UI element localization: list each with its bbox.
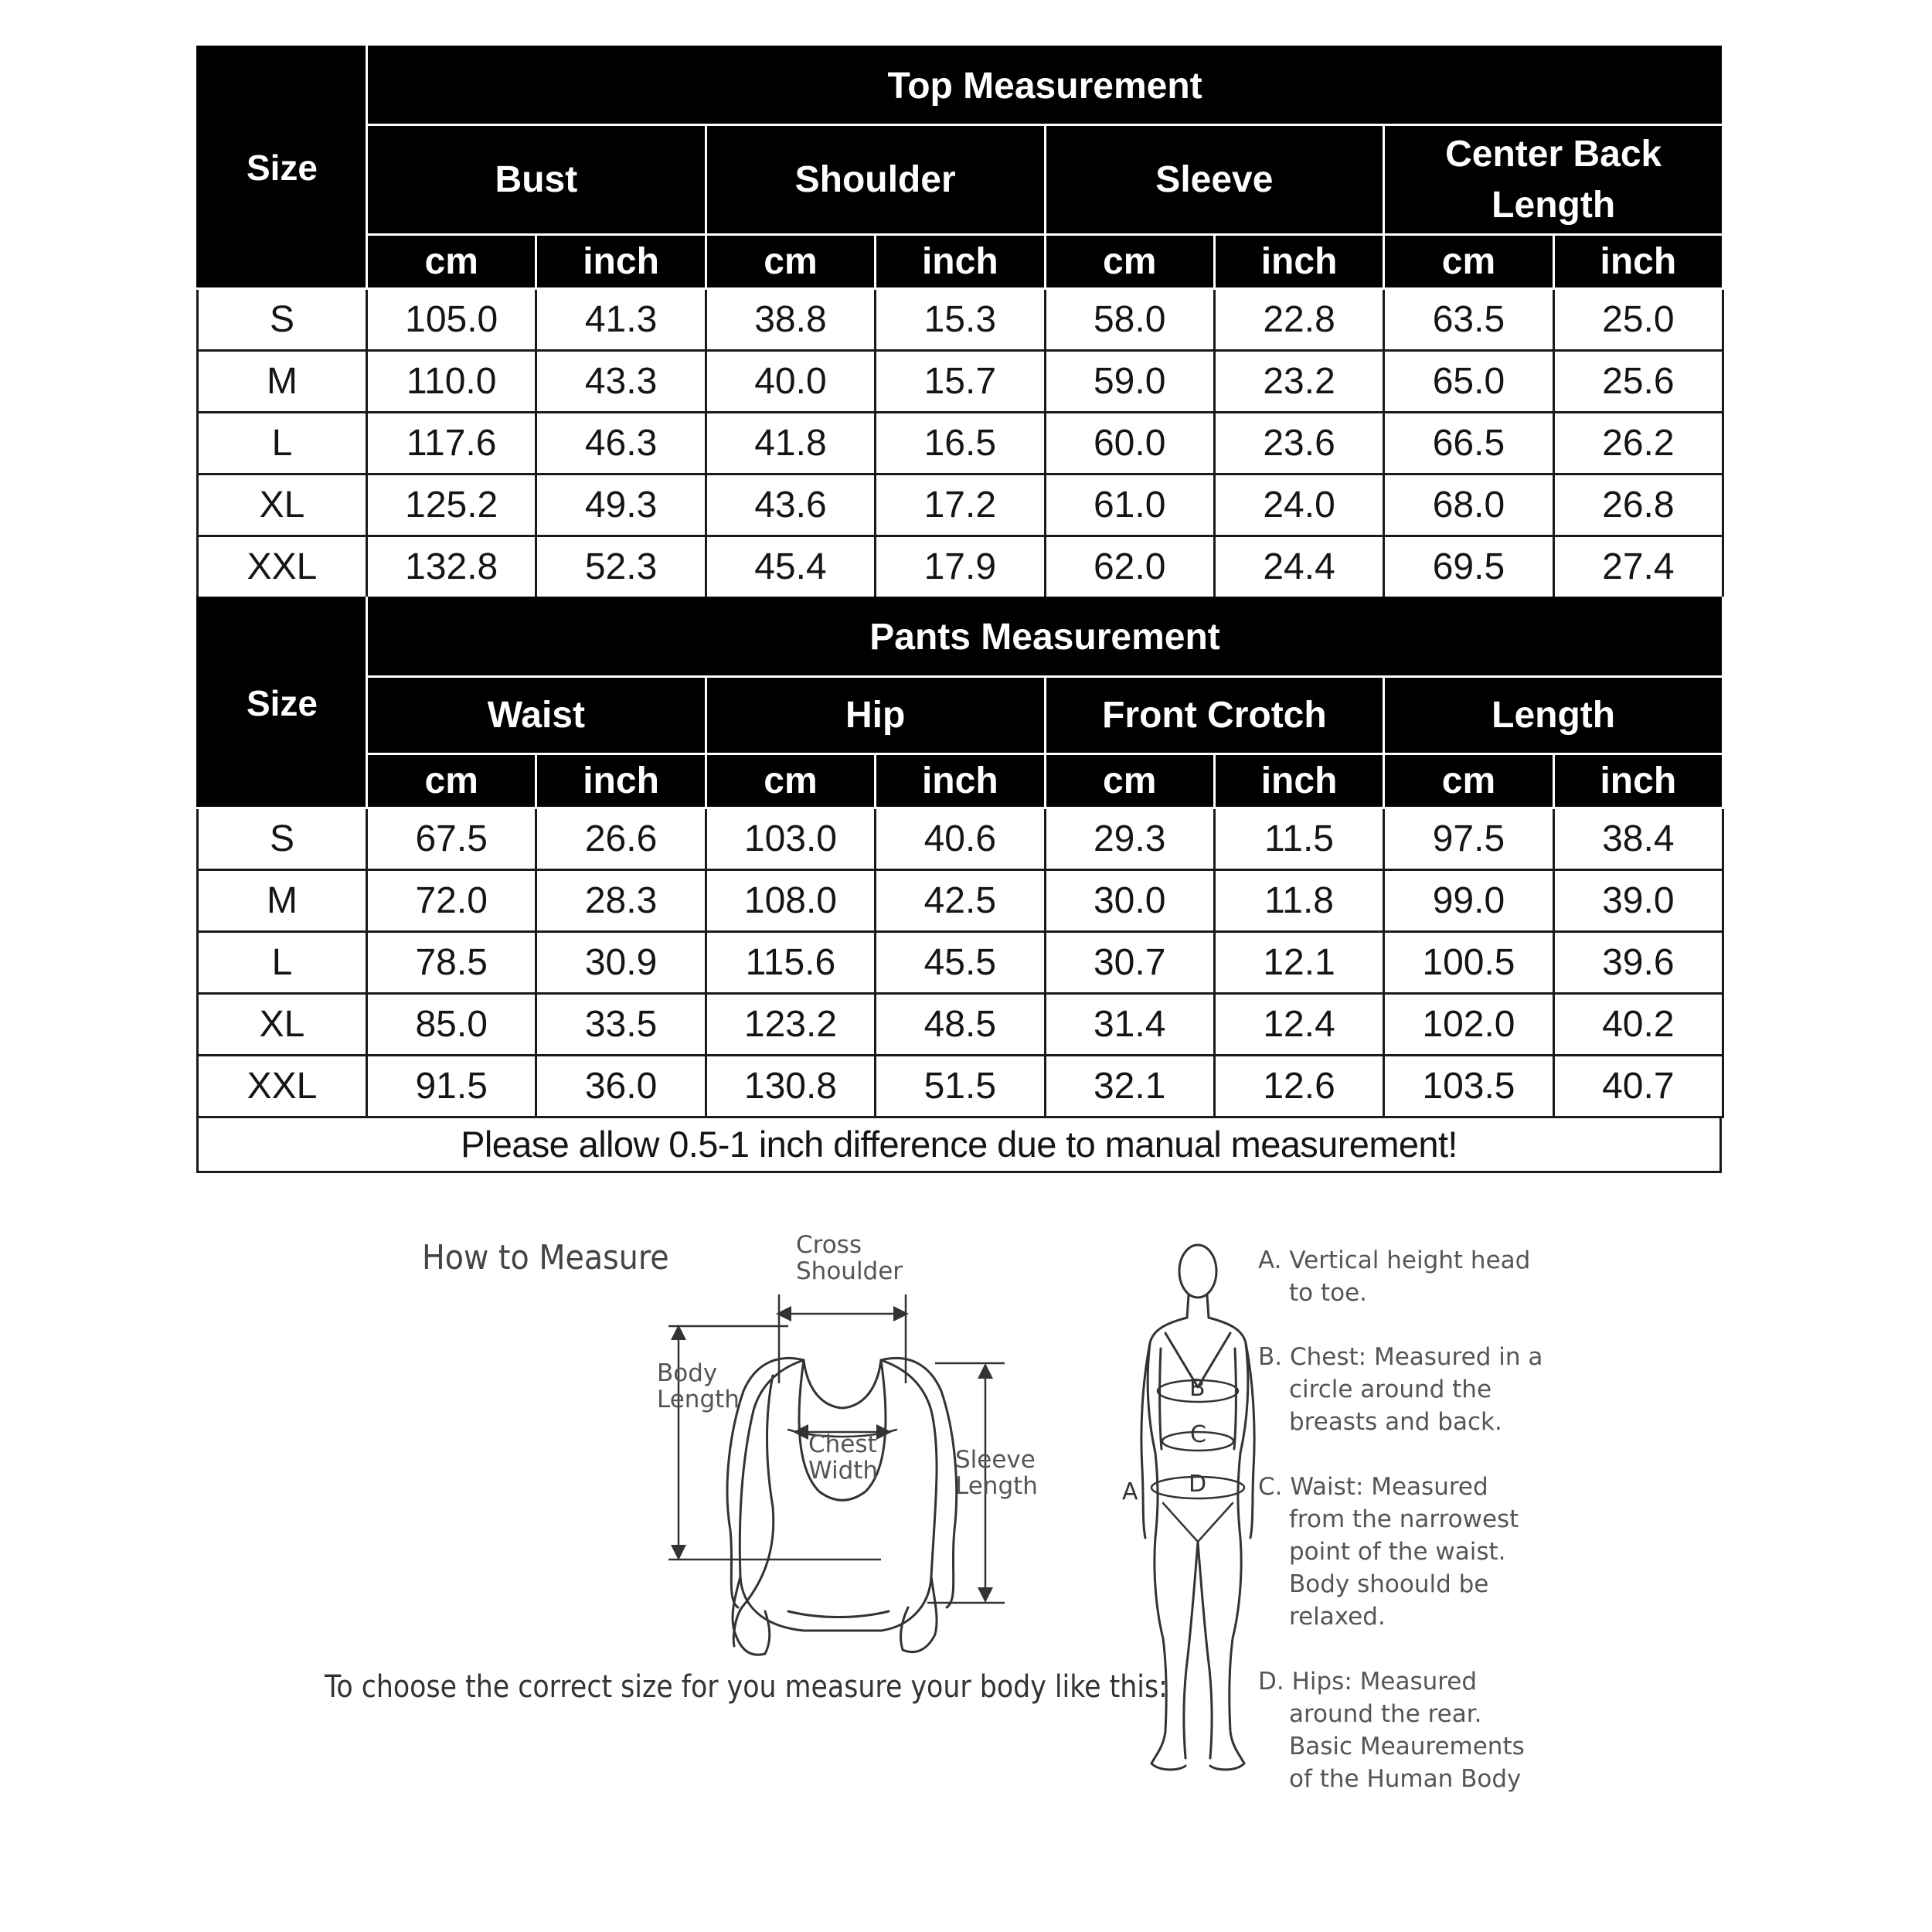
measurement-cell: 32.1 xyxy=(1045,1056,1214,1117)
size-cell: S xyxy=(198,808,367,870)
measurement-cell: 68.0 xyxy=(1384,474,1553,536)
measure-instruction: To choose the correct size for you measure your body like this: xyxy=(325,1669,1168,1705)
measurement-cell: 105.0 xyxy=(367,289,536,351)
measurement-cell: 115.6 xyxy=(706,932,875,994)
measurement-cell: 43.3 xyxy=(536,351,706,413)
unit-header: cm xyxy=(1045,235,1214,289)
legend-line: to toe. xyxy=(1289,1279,1368,1307)
body-markers xyxy=(1122,1375,1206,1505)
size-cell: L xyxy=(198,413,367,474)
size-header: Size xyxy=(198,47,367,289)
column-group-header: Sleeve xyxy=(1045,125,1384,235)
legend-line: D. Hips: Measured xyxy=(1258,1668,1478,1696)
measurement-cell: 63.5 xyxy=(1384,289,1553,351)
measurement-cell: 66.5 xyxy=(1384,413,1553,474)
measurement-cell: 25.0 xyxy=(1553,289,1723,351)
measurement-cell: 40.0 xyxy=(706,351,875,413)
column-group-header: Bust xyxy=(367,125,706,235)
legend-line: relaxed. xyxy=(1289,1603,1386,1631)
size-cell: M xyxy=(198,351,367,413)
measurement-cell: 28.3 xyxy=(536,870,706,932)
measurement-cell: 45.5 xyxy=(876,932,1045,994)
marker-c: C xyxy=(1190,1421,1206,1448)
how-to-measure-title: How to Measure xyxy=(422,1238,669,1277)
measurement-cell: 69.5 xyxy=(1384,536,1553,598)
size-cell: XL xyxy=(198,994,367,1056)
measurement-cell: 39.6 xyxy=(1553,932,1723,994)
measurement-cell: 41.3 xyxy=(536,289,706,351)
legend-line: circle around the xyxy=(1289,1376,1492,1403)
measurement-cell: 16.5 xyxy=(876,413,1045,474)
measurement-cell: 91.5 xyxy=(367,1056,536,1117)
measurement-cell: 72.0 xyxy=(367,870,536,932)
table-title: Pants Measurement xyxy=(367,598,1723,677)
label-line: Width xyxy=(808,1457,879,1485)
measurement-cell: 100.5 xyxy=(1384,932,1553,994)
sleeve-length-label xyxy=(955,1447,1038,1499)
chest-width-label xyxy=(808,1431,878,1484)
unit-header: cm xyxy=(706,235,875,289)
measurement-cell: 58.0 xyxy=(1045,289,1214,351)
label-line: Chest xyxy=(808,1430,877,1458)
measurement-cell: 46.3 xyxy=(536,413,706,474)
legend-line: A. Vertical height head xyxy=(1258,1247,1531,1274)
unit-header: inch xyxy=(876,235,1045,289)
legend-line: around the rear. xyxy=(1289,1700,1482,1728)
measurement-cell: 30.0 xyxy=(1045,870,1214,932)
measurement-cell: 15.3 xyxy=(876,289,1045,351)
unit-header: cm xyxy=(1045,754,1214,808)
legend-line: Basic Meaurements xyxy=(1289,1733,1525,1760)
column-group-header: Front Crotch xyxy=(1045,677,1384,754)
body-diagram xyxy=(1141,1245,1254,1770)
measurement-cell: 52.3 xyxy=(536,536,706,598)
measurement-cell: 22.8 xyxy=(1214,289,1383,351)
unit-header: cm xyxy=(1384,235,1553,289)
measurement-cell: 59.0 xyxy=(1045,351,1214,413)
measurement-cell: 62.0 xyxy=(1045,536,1214,598)
measurement-cell: 40.6 xyxy=(876,808,1045,870)
label-line: Cross xyxy=(796,1231,862,1259)
measurement-cell: 25.6 xyxy=(1553,351,1723,413)
unit-header: inch xyxy=(1214,754,1383,808)
unit-header: cm xyxy=(706,754,875,808)
shirt-diagram xyxy=(727,1358,957,1655)
legend-line: point of the waist. xyxy=(1289,1538,1506,1566)
measurement-cell: 40.2 xyxy=(1553,994,1723,1056)
size-header: Size xyxy=(198,598,367,808)
measurement-cell: 30.9 xyxy=(536,932,706,994)
label-line: Body xyxy=(657,1359,718,1387)
measurement-cell: 108.0 xyxy=(706,870,875,932)
measurement-note: Please allow 0.5-1 inch difference due to manual measurement! xyxy=(196,1118,1722,1173)
measurement-cell: 110.0 xyxy=(367,351,536,413)
unit-header: inch xyxy=(876,754,1045,808)
label-line: Shoulder xyxy=(796,1257,903,1285)
legend-line: C. Waist: Measured xyxy=(1258,1473,1488,1501)
measurement-cell: 125.2 xyxy=(367,474,536,536)
measurement-cell: 43.6 xyxy=(706,474,875,536)
measurement-cell: 61.0 xyxy=(1045,474,1214,536)
measurement-cell: 103.0 xyxy=(706,808,875,870)
measurement-cell: 33.5 xyxy=(536,994,706,1056)
size-cell: XXL xyxy=(198,1056,367,1117)
measurement-cell: 42.5 xyxy=(876,870,1045,932)
measurement-cell: 41.8 xyxy=(706,413,875,474)
legend-item-c xyxy=(1258,1471,1583,1633)
legend-line: B. Chest: Measured in a xyxy=(1258,1343,1543,1371)
body-length-label xyxy=(657,1360,740,1413)
measurement-cell: 27.4 xyxy=(1553,536,1723,598)
measurement-cell: 31.4 xyxy=(1045,994,1214,1056)
cross-shoulder-label xyxy=(796,1232,903,1284)
unit-header: inch xyxy=(1214,235,1383,289)
measurement-cell: 102.0 xyxy=(1384,994,1553,1056)
measurement-cell: 130.8 xyxy=(706,1056,875,1117)
measurement-cell: 51.5 xyxy=(876,1056,1045,1117)
column-group-header: Waist xyxy=(367,677,706,754)
measurement-cell: 45.4 xyxy=(706,536,875,598)
size-cell: XL xyxy=(198,474,367,536)
measurement-cell: 11.8 xyxy=(1214,870,1383,932)
measurement-cell: 12.4 xyxy=(1214,994,1383,1056)
table-title: Top Measurement xyxy=(367,47,1723,125)
measurement-cell: 38.8 xyxy=(706,289,875,351)
unit-header: inch xyxy=(536,235,706,289)
measurement-cell: 30.7 xyxy=(1045,932,1214,994)
size-cell: M xyxy=(198,870,367,932)
measurement-cell: 38.4 xyxy=(1553,808,1723,870)
measurement-cell: 117.6 xyxy=(367,413,536,474)
measurement-cell: 39.0 xyxy=(1553,870,1723,932)
column-group-header: Hip xyxy=(706,677,1045,754)
measurement-cell: 17.9 xyxy=(876,536,1045,598)
measurement-cell: 12.1 xyxy=(1214,932,1383,994)
measurement-cell: 24.0 xyxy=(1214,474,1383,536)
column-group-header: Length xyxy=(1384,677,1723,754)
measurement-cell: 97.5 xyxy=(1384,808,1553,870)
unit-header: cm xyxy=(1384,754,1553,808)
unit-header: inch xyxy=(536,754,706,808)
measurement-cell: 103.5 xyxy=(1384,1056,1553,1117)
measurement-cell: 85.0 xyxy=(367,994,536,1056)
unit-header: cm xyxy=(367,235,536,289)
measurement-cell: 40.7 xyxy=(1553,1056,1723,1117)
label-line: Sleeve xyxy=(955,1446,1036,1474)
measurement-cell: 11.5 xyxy=(1214,808,1383,870)
measurement-cell: 23.6 xyxy=(1214,413,1383,474)
measurement-cell: 78.5 xyxy=(367,932,536,994)
marker-d: D xyxy=(1189,1471,1207,1498)
marker-a: A xyxy=(1122,1478,1138,1505)
unit-header: inch xyxy=(1553,235,1723,289)
legend-item-a xyxy=(1258,1244,1583,1309)
measurement-cell: 132.8 xyxy=(367,536,536,598)
legend-item-d xyxy=(1258,1665,1583,1795)
unit-header: inch xyxy=(1553,754,1723,808)
measurement-cell: 49.3 xyxy=(536,474,706,536)
legend-line: of the Human Body xyxy=(1289,1765,1522,1793)
measurement-cell: 15.7 xyxy=(876,351,1045,413)
measurement-cell: 123.2 xyxy=(706,994,875,1056)
size-cell: XXL xyxy=(198,536,367,598)
unit-header: cm xyxy=(367,754,536,808)
measurement-cell: 60.0 xyxy=(1045,413,1214,474)
label-line: Length xyxy=(657,1386,740,1413)
size-cell: L xyxy=(198,932,367,994)
measurement-cell: 12.6 xyxy=(1214,1056,1383,1117)
measurement-cell: 99.0 xyxy=(1384,870,1553,932)
measurement-cell: 65.0 xyxy=(1384,351,1553,413)
legend-line: breasts and back. xyxy=(1289,1408,1502,1436)
measurement-cell: 26.6 xyxy=(536,808,706,870)
measurement-cell: 29.3 xyxy=(1045,808,1214,870)
measurement-cell: 23.2 xyxy=(1214,351,1383,413)
label-line: Length xyxy=(955,1472,1038,1500)
size-cell: S xyxy=(198,289,367,351)
measurement-cell: 36.0 xyxy=(536,1056,706,1117)
legend-line: from the narrowest xyxy=(1289,1505,1519,1533)
column-group-header: Shoulder xyxy=(706,125,1045,235)
legend-line: Body shoould be xyxy=(1289,1570,1489,1598)
measurement-cell: 48.5 xyxy=(876,994,1045,1056)
measurement-cell: 26.8 xyxy=(1553,474,1723,536)
legend-item-b xyxy=(1258,1341,1583,1438)
column-group-header: Center Back Length xyxy=(1384,125,1723,235)
measurement-cell: 17.2 xyxy=(876,474,1045,536)
measurement-cell: 67.5 xyxy=(367,808,536,870)
measurement-cell: 26.2 xyxy=(1553,413,1723,474)
marker-b: B xyxy=(1189,1375,1206,1402)
measurement-cell: 24.4 xyxy=(1214,536,1383,598)
